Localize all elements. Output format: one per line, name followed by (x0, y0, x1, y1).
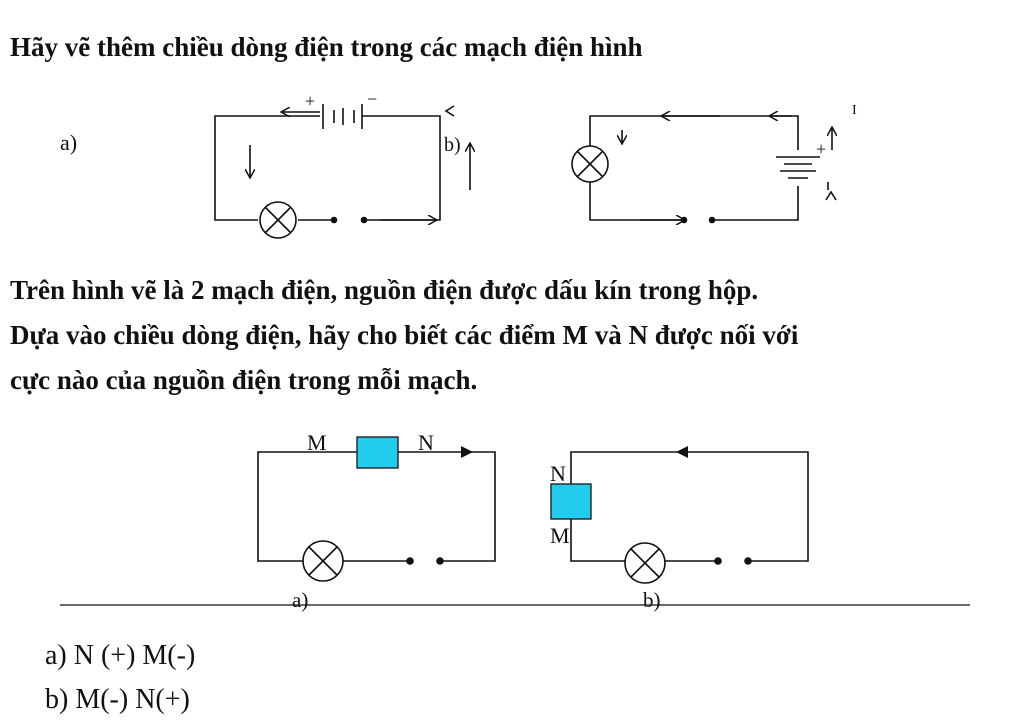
problem-line-1: Trên hình vẽ là 2 mạch điện, nguồn điện được dấu kín trong hộp. (10, 275, 759, 305)
bottom-circuit-a (258, 437, 495, 581)
hidden-source-box (551, 484, 591, 519)
switch-contact-icon (437, 558, 443, 564)
lamp-icon (303, 541, 343, 581)
problem-line-2: Dựa vào chiều dòng điện, hãy cho biết các điểm M và N được nối với (10, 320, 799, 350)
switch-contact-icon (745, 558, 751, 564)
point-m-label: M (307, 430, 327, 455)
top-circuit-a (215, 104, 470, 238)
current-arrow-icon (826, 192, 836, 200)
switch-contact-icon (362, 218, 367, 223)
top-circuit-b (572, 116, 836, 223)
circuit-a-caption: a) (292, 588, 309, 612)
circuit-b-label: b) (444, 134, 461, 156)
battery-icon (776, 157, 820, 178)
current-arrow-icon (461, 446, 473, 458)
current-mark-i: I (852, 103, 857, 118)
lamp-icon (625, 543, 665, 583)
circuit-b-wire (571, 452, 808, 561)
circuit-b-caption: b) (643, 588, 661, 612)
battery-plus-sign: + (305, 91, 316, 111)
switch-contact-icon (710, 218, 715, 223)
lamp-icon (260, 202, 296, 238)
lamp-icon (572, 146, 608, 182)
exercise-title: Hãy vẽ thêm chiều dòng điện trong các mạch điện hình (10, 32, 643, 62)
answer-b: b) M(-) N(+) (45, 684, 190, 715)
switch-contact-icon (715, 558, 721, 564)
current-arrow-icon (676, 446, 688, 458)
battery-minus-sign: − (367, 89, 378, 109)
battery-plus-sign: + (816, 139, 827, 159)
switch-contact-icon (332, 218, 337, 223)
battery-icon (323, 104, 362, 129)
problem-line-3: cực nào của nguồn điện trong mỗi mạch. (10, 365, 478, 395)
answer-a: a) N (+) M(-) (45, 640, 196, 671)
current-arrow-icon (446, 106, 454, 116)
point-m-label: M (550, 523, 570, 548)
switch-contact-icon (407, 558, 413, 564)
hidden-source-box (357, 437, 398, 468)
point-n-label: N (550, 461, 566, 486)
circuit-a-wire (215, 116, 440, 220)
circuit-a-label: a) (60, 130, 78, 155)
point-n-label: N (418, 430, 434, 455)
bottom-circuit-b (551, 446, 808, 583)
